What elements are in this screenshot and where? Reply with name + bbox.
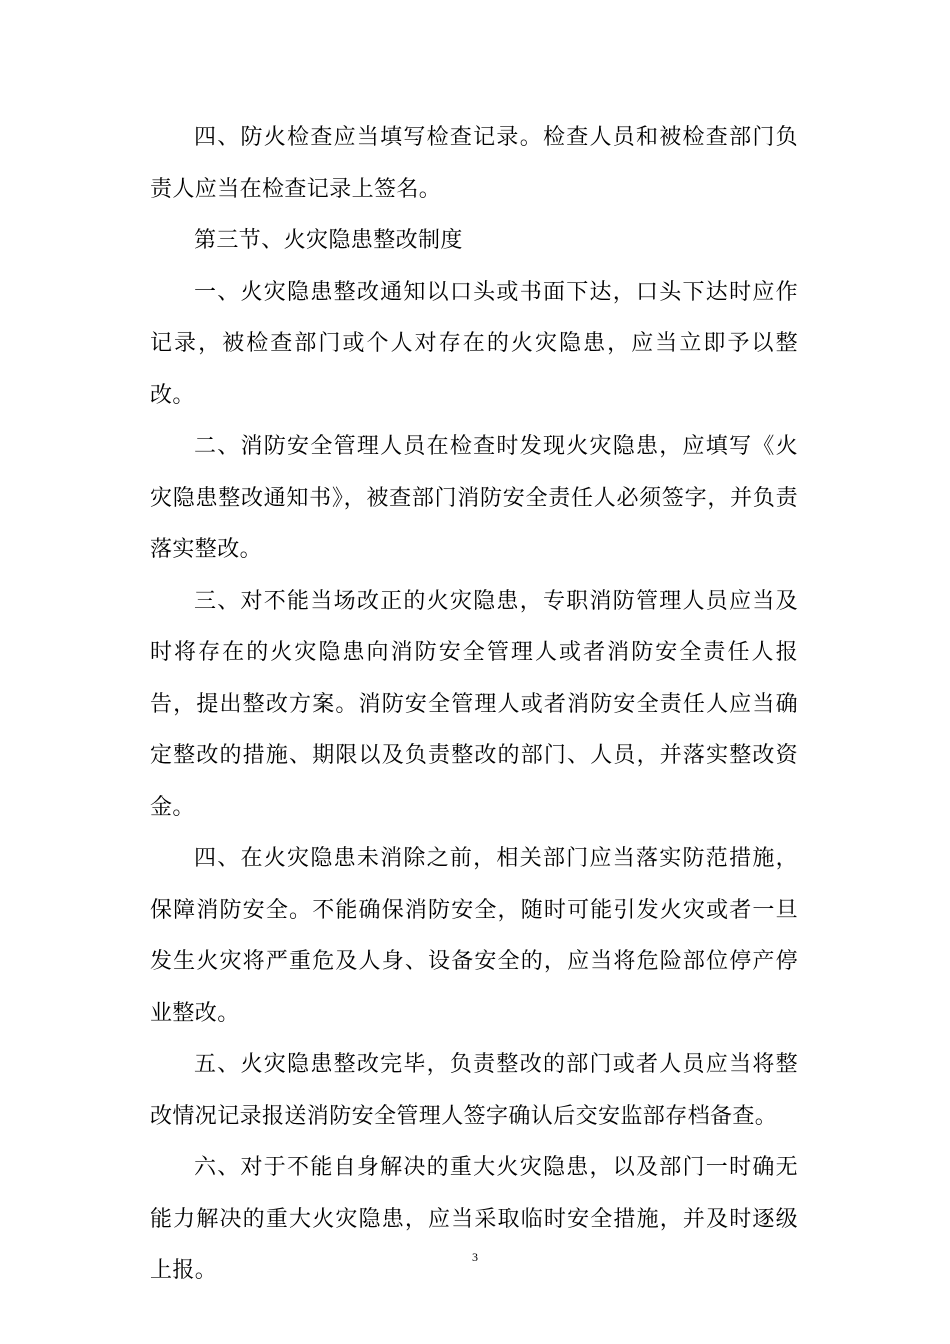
- paragraph-rule-5: 五、火灾隐患整改完毕，负责整改的部门或者人员应当将整改情况记录报送消防安全管理人签字确认后交安监部存档备查。: [150, 1052, 798, 1129]
- document-body: [150, 112, 798, 1297]
- page-number: 3: [472, 1250, 478, 1264]
- paragraph-inspection-record: 四、防火检查应当填写检查记录。检查人员和被检查部门负责人应当在检查记录上签名。: [150, 125, 798, 202]
- paragraph-rule-4: 四、在火灾隐患未消除之前，相关部门应当落实防范措施，保障消防安全。不能确保消防安全，随时可能引发火灾或者一旦发生火灾将严重危及人身、设备安全的，应当将危险部位停产停业整改。: [150, 846, 798, 1026]
- paragraph-rule-2: 二、消防安全管理人员在检查时发现火灾隐患，应填写《火灾隐患整改通知书》，被查部门消防安全责任人必须签字，并负责落实整改。: [150, 434, 798, 562]
- paragraph-rule-1: 一、火灾隐患整改通知以口头或书面下达，口头下达时应作记录，被检查部门或个人对存在的火灾隐患，应当立即予以整改。: [150, 279, 798, 408]
- section-heading: 第三节、火灾隐患整改制度: [194, 228, 463, 253]
- paragraph-rule-3: 三、对不能当场改正的火灾隐患，专职消防管理人员应当及时将存在的火灾隐患向消防安全管理人或者消防安全责任人报告，提出整改方案。消防安全管理人或者消防安全责任人应当确定整改的措施、期限以及负责整改的部门、人员，并落实整改资金。: [150, 588, 798, 820]
- paragraph-rule-6: 六、对于不能自身解决的重大火灾隐患，以及部门一时确无能力解决的重大火灾隐患，应当采取临时安全措施，并及时逐级上报。: [150, 1155, 798, 1283]
